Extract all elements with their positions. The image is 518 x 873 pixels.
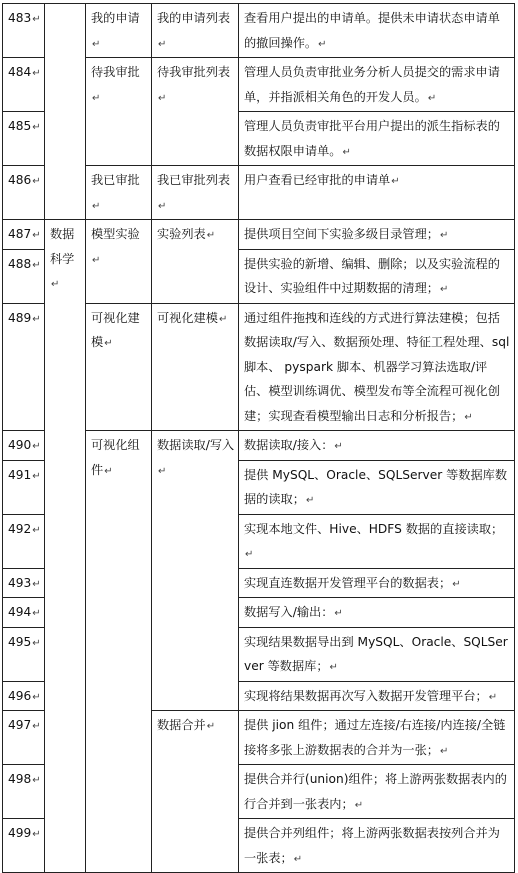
paragraph-mark: ↵ bbox=[218, 313, 228, 325]
description-cell bbox=[239, 598, 515, 628]
submodule-cell-text: 可视化建模 bbox=[157, 310, 218, 325]
row-number-cell-text: 490 bbox=[8, 438, 32, 452]
description-cell bbox=[239, 4, 515, 58]
module-cell bbox=[86, 220, 152, 304]
description-cell bbox=[239, 303, 515, 431]
paragraph-mark: ↵ bbox=[32, 470, 41, 482]
description-cell-text: 实现直连数据开发管理平台的数据表； bbox=[244, 575, 452, 590]
paragraph-mark: ↵ bbox=[158, 200, 167, 212]
category-cell bbox=[45, 4, 86, 220]
paragraph-mark: ↵ bbox=[354, 799, 364, 811]
paragraph-mark: ↵ bbox=[158, 465, 167, 477]
description-cell-text: 数据读取/接入： bbox=[244, 438, 334, 452]
category-cell-text: 数据科学 bbox=[50, 227, 75, 266]
row-number-cell-text: 492 bbox=[8, 521, 32, 536]
row-number-cell bbox=[3, 249, 45, 303]
module-cell-text: 待我审批 bbox=[91, 65, 140, 79]
module-cell bbox=[86, 4, 152, 58]
description-cell bbox=[239, 249, 515, 303]
row-number-cell-text: 494 bbox=[8, 605, 32, 619]
row-number-cell bbox=[3, 303, 45, 431]
description-cell bbox=[239, 568, 515, 598]
paragraph-mark: ↵ bbox=[464, 411, 473, 423]
paragraph-mark: ↵ bbox=[32, 441, 41, 452]
submodule-cell bbox=[152, 4, 239, 58]
paragraph-mark: ↵ bbox=[32, 637, 41, 649]
row-number-cell bbox=[3, 514, 45, 568]
row-number-cell bbox=[3, 598, 45, 628]
paragraph-mark: ↵ bbox=[32, 230, 41, 241]
module-cell bbox=[86, 166, 152, 220]
description-cell bbox=[239, 220, 515, 250]
row-number-cell bbox=[3, 568, 45, 598]
paragraph-mark: ↵ bbox=[32, 578, 41, 590]
description-cell-text: 提供项目空间下实验多级目录管理； bbox=[244, 227, 439, 241]
row-number-cell-text: 483 bbox=[8, 11, 32, 25]
paragraph-mark: ↵ bbox=[329, 662, 338, 673]
row-number-cell bbox=[3, 4, 45, 58]
description-cell bbox=[239, 58, 515, 112]
row-number-cell bbox=[3, 112, 45, 166]
row-number-cell-text: 496 bbox=[8, 688, 32, 703]
submodule-cell bbox=[152, 431, 239, 711]
paragraph-mark: ↵ bbox=[342, 146, 351, 158]
row-number-cell bbox=[3, 166, 45, 220]
row-number-cell bbox=[3, 627, 45, 681]
table-row bbox=[3, 220, 515, 250]
paragraph-mark: ↵ bbox=[92, 200, 101, 212]
paragraph-mark: ↵ bbox=[245, 549, 254, 560]
table-row bbox=[3, 4, 515, 58]
paragraph-mark: ↵ bbox=[32, 721, 41, 732]
paragraph-mark: ↵ bbox=[32, 313, 41, 325]
submodule-cell bbox=[152, 303, 239, 431]
category-cell bbox=[45, 220, 86, 873]
submodule-cell-text: 待我审批列表 bbox=[157, 65, 231, 79]
row-number-cell bbox=[3, 681, 45, 711]
description-cell-text: 用户查看已经审批的申请单 bbox=[244, 173, 391, 187]
paragraph-mark: ↵ bbox=[440, 230, 449, 241]
row-number-cell bbox=[3, 220, 45, 250]
submodule-cell-text: 数据合并 bbox=[157, 718, 206, 732]
row-number-cell-text: 495 bbox=[8, 634, 32, 649]
paragraph-mark: ↵ bbox=[32, 524, 41, 536]
row-number-cell-text: 487 bbox=[8, 227, 32, 241]
description-cell-text: 提供合并列组件；将上游两张数据表按列合并为一张表； bbox=[244, 826, 500, 865]
module-cell-text: 我的申请 bbox=[91, 11, 140, 25]
row-number-cell-text: 486 bbox=[8, 173, 32, 187]
paragraph-mark: ↵ bbox=[32, 691, 41, 703]
description-cell bbox=[239, 431, 515, 461]
description-cell bbox=[239, 514, 515, 568]
module-cell bbox=[86, 58, 152, 166]
feature-spec-table bbox=[2, 3, 515, 873]
module-cell-text: 可视化组件 bbox=[91, 438, 140, 477]
row-number-cell-text: 493 bbox=[8, 575, 32, 590]
description-cell-text: 提供 MySQL、Oracle、SQLServer 等数据库数据的读取； bbox=[244, 467, 508, 506]
module-cell bbox=[86, 431, 152, 873]
row-number-cell bbox=[3, 711, 45, 765]
paragraph-mark: ↵ bbox=[440, 745, 449, 757]
paragraph-mark: ↵ bbox=[32, 259, 41, 271]
paragraph-mark: ↵ bbox=[440, 284, 449, 295]
paragraph-mark: ↵ bbox=[305, 495, 315, 506]
description-cell bbox=[239, 711, 515, 765]
description-cell-text: 实现将结果数据再次写入数据开发管理平台； bbox=[244, 688, 488, 703]
paragraph-mark: ↵ bbox=[32, 176, 41, 187]
submodule-cell bbox=[152, 58, 239, 166]
row-number-cell-text: 491 bbox=[8, 467, 32, 482]
description-cell-text: 数据写入/输出： bbox=[244, 605, 334, 619]
row-number-cell bbox=[3, 819, 45, 873]
paragraph-mark: ↵ bbox=[318, 38, 327, 50]
description-cell-text: 管理人员负责审批平台用户提出的派生指标表的数据权限申请单。 bbox=[244, 119, 500, 158]
paragraph-mark: ↵ bbox=[104, 465, 113, 477]
module-cell bbox=[86, 303, 152, 431]
paragraph-mark: ↵ bbox=[32, 829, 41, 840]
paragraph-mark: ↵ bbox=[206, 230, 216, 241]
paragraph-mark: ↵ bbox=[334, 608, 343, 619]
module-cell-text: 我已审批 bbox=[91, 173, 140, 187]
paragraph-mark: ↵ bbox=[92, 38, 101, 50]
submodule-cell bbox=[152, 166, 239, 220]
paragraph-mark: ↵ bbox=[293, 853, 303, 865]
paragraph-mark: ↵ bbox=[452, 578, 461, 590]
paragraph-mark: ↵ bbox=[488, 691, 498, 703]
row-number-cell-text: 485 bbox=[8, 119, 32, 133]
paragraph-mark: ↵ bbox=[32, 608, 41, 619]
row-number-cell-text: 488 bbox=[8, 256, 32, 271]
description-cell bbox=[239, 765, 515, 819]
paragraph-mark: ↵ bbox=[32, 122, 41, 133]
paragraph-mark: ↵ bbox=[32, 68, 41, 79]
paragraph-mark: ↵ bbox=[51, 279, 60, 290]
description-cell-text: 提供 jion 组件；通过左连接/右连接/内连接/全链接将多张上游数据表的合并为一张； bbox=[244, 718, 506, 757]
row-number-cell-text: 497 bbox=[8, 718, 32, 732]
description-cell-text: 查看用户提出的申请单。提供未申请状态申请单的撤回操作。 bbox=[244, 11, 500, 50]
description-cell-text: 提供合并行(union)组件；将上游两张数据表内的行合并到一张表内； bbox=[244, 772, 507, 811]
description-cell-text: 管理人员负责审批业务分析人员提交的需求申请单，并指派相关角色的开发人员。 bbox=[244, 65, 500, 104]
paragraph-mark: ↵ bbox=[427, 92, 437, 104]
submodule-cell bbox=[152, 711, 239, 873]
description-cell-text: 实现结果数据导出到 MySQL、Oracle、SQLServer 等数据库； bbox=[244, 634, 508, 673]
description-cell bbox=[239, 627, 515, 681]
description-cell-text: 通过组件拖拽和连线的方式进行算法建模；包括数据读取/写入、数据预处理、特征工程处理、sql脚本、 pyspark 脚本、机器学习算法选取/评估、模型训练调优、模型发布等全流程可视化创建；实现查看模型输出日志和分析报告； bbox=[244, 310, 510, 423]
paragraph-mark: ↵ bbox=[92, 92, 101, 104]
paragraph-mark: ↵ bbox=[92, 254, 101, 266]
paragraph-mark: ↵ bbox=[391, 176, 400, 187]
row-number-cell-text: 484 bbox=[8, 65, 32, 79]
paragraph-mark: ↵ bbox=[158, 92, 167, 104]
submodule-cell-text: 我的申请列表 bbox=[157, 11, 231, 25]
description-cell bbox=[239, 112, 515, 166]
row-number-cell bbox=[3, 58, 45, 112]
paragraph-mark: ↵ bbox=[158, 38, 167, 50]
row-number-cell bbox=[3, 460, 45, 514]
description-cell-text: 实现本地文件、Hive、HDFS 数据的直接读取； bbox=[244, 521, 504, 536]
row-number-cell bbox=[3, 431, 45, 461]
submodule-cell-text: 数据读取/写入 bbox=[157, 438, 235, 452]
submodule-cell bbox=[152, 220, 239, 304]
submodule-cell-text: 实验列表 bbox=[157, 227, 206, 241]
description-cell-text: 提供实验的新增、编辑、删除；以及实验流程的设计、实验组件中过期数据的清理； bbox=[244, 256, 500, 295]
description-cell bbox=[239, 166, 515, 220]
module-cell-text: 模型实验 bbox=[91, 227, 140, 241]
paragraph-mark: ↵ bbox=[334, 441, 343, 452]
description-cell bbox=[239, 681, 515, 711]
description-cell bbox=[239, 460, 515, 514]
paragraph-mark: ↵ bbox=[206, 721, 216, 732]
row-number-cell-text: 498 bbox=[8, 772, 32, 786]
submodule-cell-text: 我已审批列表 bbox=[157, 173, 231, 187]
row-number-cell-text: 499 bbox=[8, 826, 32, 840]
paragraph-mark: ↵ bbox=[32, 14, 41, 25]
paragraph-mark: ↵ bbox=[32, 775, 41, 786]
module-cell-text: 可视化建模 bbox=[91, 310, 140, 349]
paragraph-mark: ↵ bbox=[104, 338, 113, 349]
row-number-cell bbox=[3, 765, 45, 819]
row-number-cell-text: 489 bbox=[8, 310, 32, 325]
description-cell bbox=[239, 819, 515, 873]
